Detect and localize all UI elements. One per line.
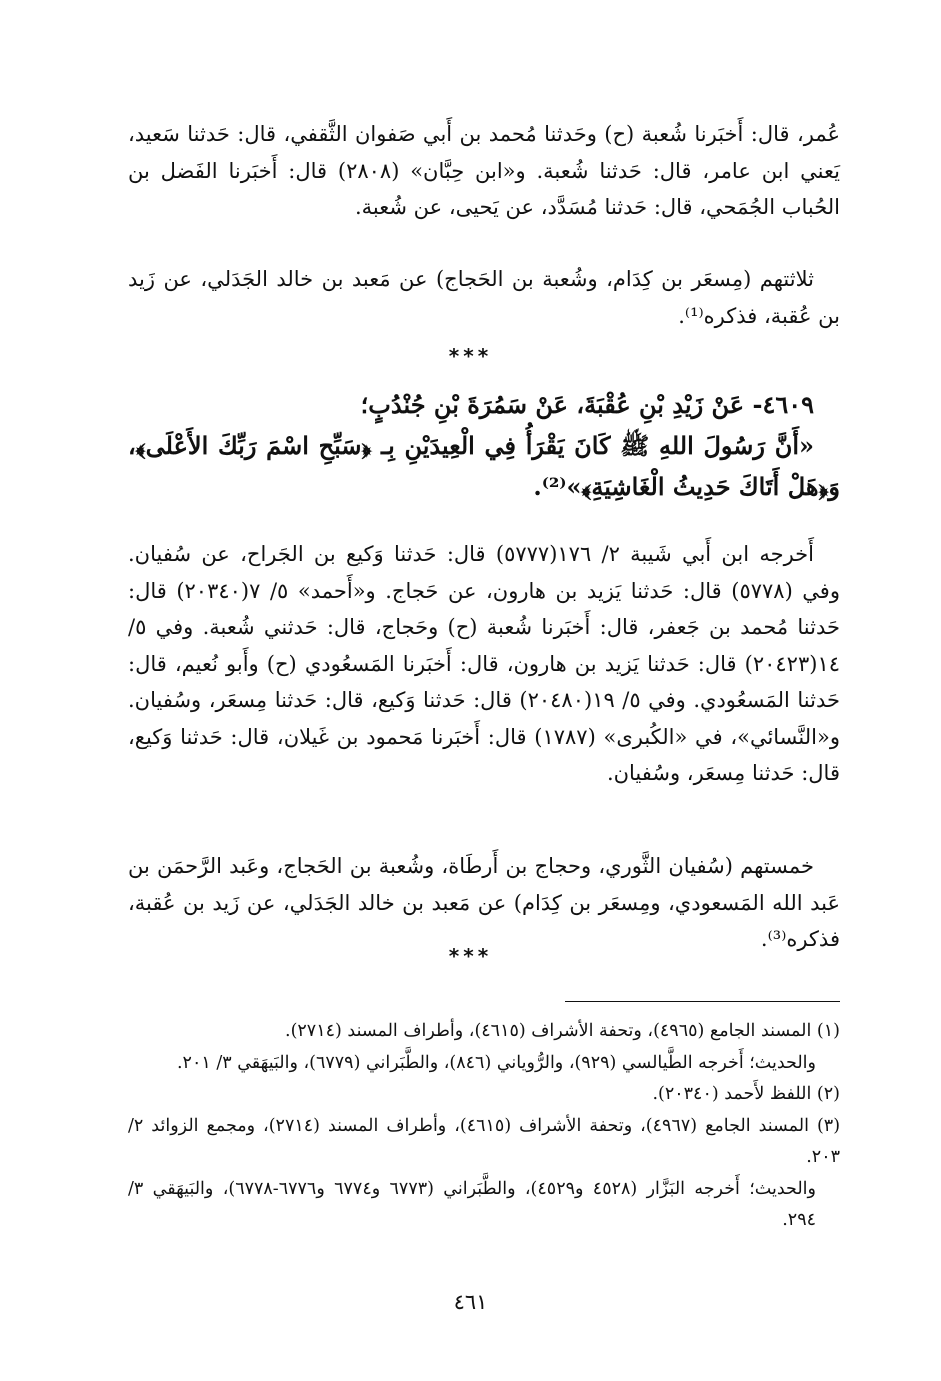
footnote-1-continuation: والحديث؛ أَخرجه الطَّيالسي (٩٢٩)، والرُّوياني (٨٤٦)، والطَّبَراني (٦٧٧٩)، والبَيهَقي ٣/ ٢٠١. <box>176 1052 816 1073</box>
hadith-block <box>128 384 840 507</box>
footnote-divider <box>565 1001 840 1002</box>
paragraph-five-narrators <box>128 848 840 958</box>
paragraph-chain-continuation <box>128 116 840 226</box>
footnote-3: (٣) المسند الجامع (٤٩٦٧)، وتحفة الأشراف (٤٦١٥)، وأطراف المسند (٢٧١٤)، ومجمع الزوائد ٢/ ٢٠٣. <box>128 1115 841 1167</box>
footnotes <box>128 1016 840 1237</box>
paragraph-1: عُمر، قال: أَخبَرنا شُعبة (ح) وحَدثنا مُحمد بن أَبي صَفوان الثَّقفي، قال: حَدثنا سَعيد، يَعني ابن عامر، قال: حَدثنا شُعبة. و«ابن حِبَّان» (٢٨٠٨) قال: أَخبَرنا الفَضل بن الحُباب الجُمَحي، قال: حَدثنا مُسَدَّد، عن يَحيى، عن شُعبة. <box>128 122 840 219</box>
hadith-text: «أَنَّ رَسُولَ اللهِ ﷺ كَانَ يَقْرَأُ فِي الْعِيدَيْنِ بِـ ﴿سَبِّحِ اسْمَ رَبِّكَ الأَعْلَى﴾، وَ﴿هَلْ أَتَاكَ حَدِيثُ الْغَاشِيَةِ﴾»⁽²⁾. <box>128 431 840 501</box>
footnote-2: (٢) اللفظ لأَحمد (٢٠٣٤٠). <box>652 1084 840 1104</box>
paragraph-chain-summary <box>128 261 840 334</box>
paragraph-4: خمستهم (سُفيان الثَّوري، وحجاج بن أَرطَاة، وشُعبة بن الحَجاج، وعَبد الرَّحمَن بن عَبد الله المَسعودي، ومِسعَر بن كِدَام) عن مَعبد بن خالد الجَدَلي، عن زَيد بن عُقبة، فذكره⁽³⁾. <box>128 854 840 951</box>
hadith-heading: ٤٦٠٩- عَنْ زَيْدِ بْنِ عُقْبَةَ، عَنْ سَمُرَةَ بْنِ جُنْدُبٍ؛ <box>360 390 814 419</box>
paragraph-2: ثلاثتهم (مِسعَر بن كِدَام، وشُعبة بن الحَجاج) عن مَعبد بن خالد الجَدَلي، عن زَيد بن عُقبة، فذكره⁽¹⁾. <box>128 267 840 328</box>
footnote-1: (١) المسند الجامع (٤٩٦٥)، وتحفة الأشراف (٤٦١٥)، وأطراف المسند (٢٧١٤). <box>285 1021 840 1041</box>
paragraph-3: أَخرجه ابن أَبي شَيبة ٢/ ١٧٦(٥٧٧٧) قال: حَدثنا وَكيع بن الجَراح، عن سُفيان. وفي (٥٧٧٨) قال: حَدثنا يَزيد بن هارون، عن حَجاج. و«أَحمد» ٥/ ٧(٢٠٣٤٠) قال: حَدثنا مُحمد بن جَعفر، قال: أَخبَرنا شُعبة (ح) وحَجاج، قال: حَدثني شُعبة. وفي ٥/ ١٤(٢٠٤٢٣) قال: حَدثنا يَزيد بن هارون، قال: أَخبَرنا المَسعُودي (ح) وأَبو نُعيم، قال: حَدثنا المَسعُودي. وفي ٥/ ١٩(٢٠٤٨٠) قال: حَدثنا وَكيع، قال: حَدثنا مِسعَر، وسُفيان. و«النَّسائي»، في «الكُبرى» (١٧٨٧) قال: أَخبَرنا مَحمود بن غَيلان، قال: حَدثنا وَكيع، قال: حَدثنا مِسعَر، وسُفيان. <box>128 542 840 785</box>
section-separator-2: *** <box>448 944 493 968</box>
page-number: ٤٦١ <box>453 1290 488 1314</box>
section-separator: *** <box>448 344 493 368</box>
takhrij-paragraph <box>128 536 840 792</box>
footnote-3-continuation: والحديث؛ أَخرجه البَزَّار (٤٥٢٨ و٤٥٢٩)، والطَّبَراني (٦٧٧٣ و٦٧٧٤ و٦٧٧٦-٦٧٧٨)، والبَيهَقي ٣/ ٢٩٤. <box>128 1178 816 1230</box>
